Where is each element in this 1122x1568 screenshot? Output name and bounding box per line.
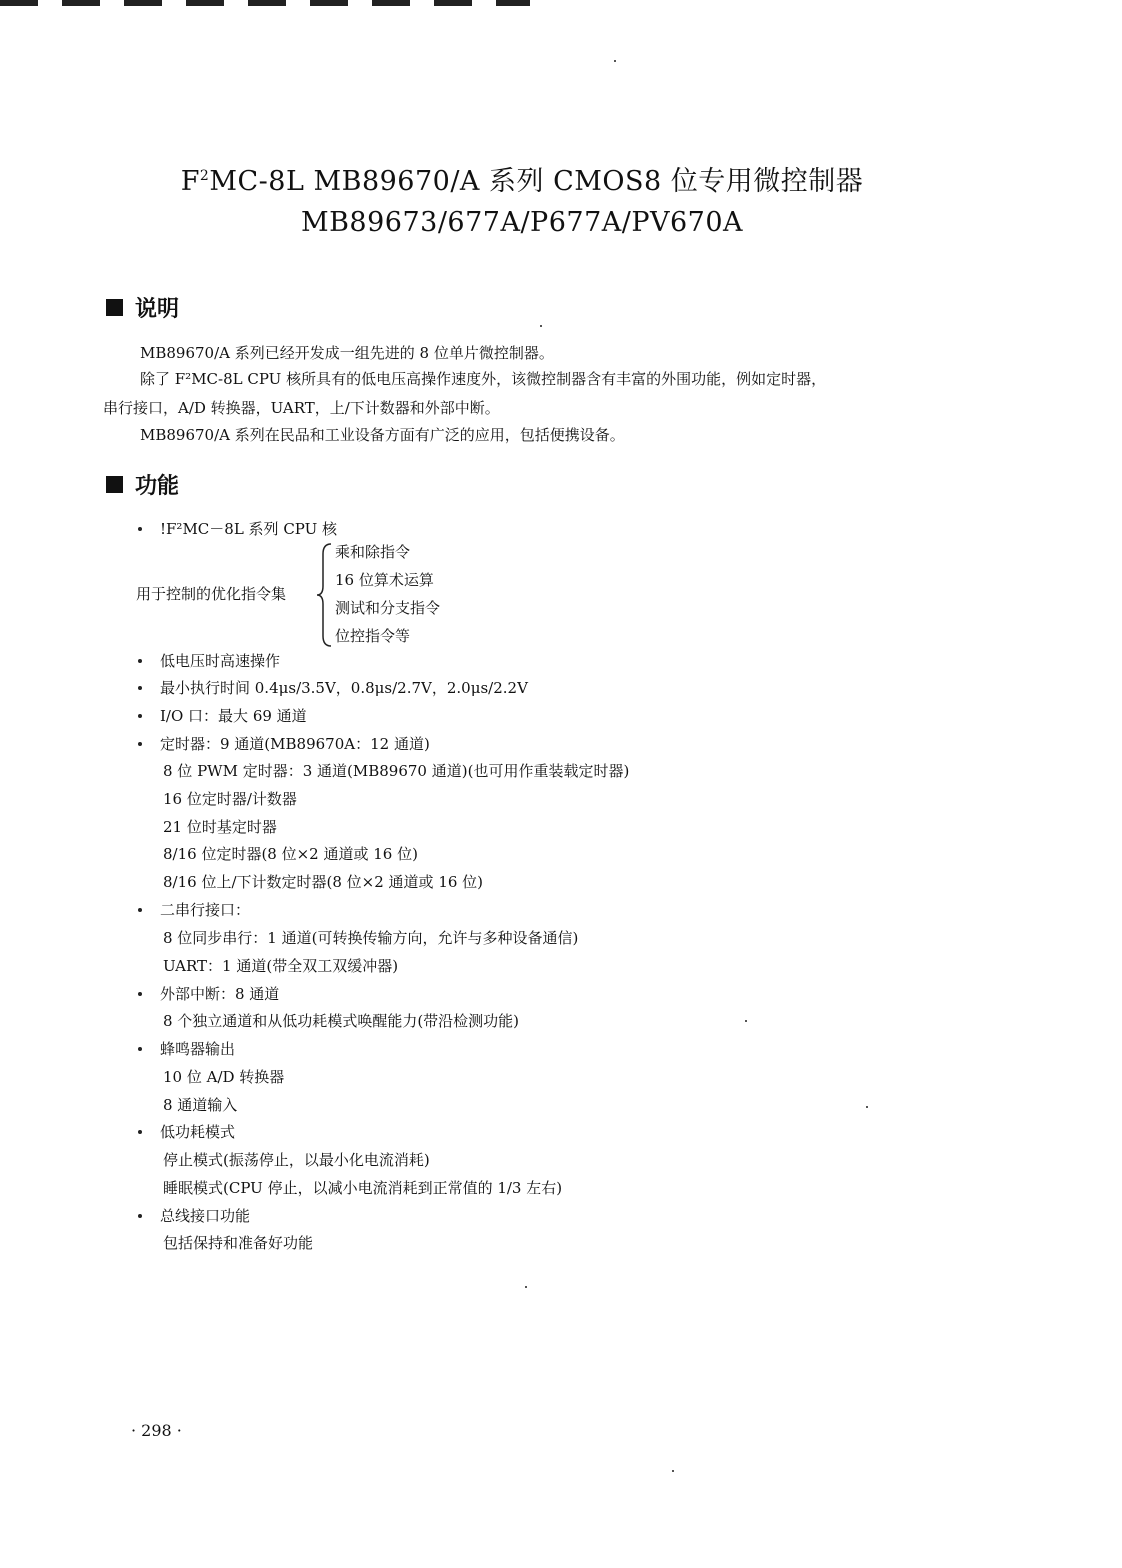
buzzer-detail: 8 通道输入 <box>163 1096 238 1114</box>
instruction-set-item: 位控指令等 <box>335 627 411 645</box>
feature-low-voltage: 低电压时高速操作 <box>138 650 280 671</box>
bullet-dot-icon <box>138 908 142 912</box>
instruction-set-label: 用于控制的优化指令集 <box>136 585 287 603</box>
description-paragraph-3: 串行接口，A/D 转换器，UART，上/下计数器和外部中断。 <box>103 399 500 417</box>
timer-detail: 21 位时基定时器 <box>163 818 277 836</box>
scan-speck <box>540 325 542 327</box>
external-interrupt-detail: 8 个独立通道和从低功耗模式唤醒能力(带沿检测功能) <box>163 1012 520 1030</box>
timer-detail: 8/16 位定时器(8 位×2 通道或 16 位) <box>163 845 418 863</box>
brace-icon <box>315 542 333 648</box>
instruction-set-item: 乘和除指令 <box>335 543 411 561</box>
scan-speck <box>672 1470 674 1472</box>
scan-speck <box>866 1106 868 1108</box>
instruction-set-item: 16 位算术运算 <box>335 571 434 589</box>
section-heading-description: 说明 <box>106 292 179 323</box>
document-title <box>0 156 1044 243</box>
buzzer-detail: 10 位 A/D 转换器 <box>163 1068 285 1086</box>
feature-low-power: 低功耗模式 <box>138 1121 235 1142</box>
page-number: · 298 · <box>131 1421 182 1440</box>
instruction-set-item: 测试和分支指令 <box>335 599 441 617</box>
heading-square-icon <box>106 476 123 493</box>
scan-speck <box>614 60 616 62</box>
title-line-1: $F^2MC-8L$ MB89670/A 系列 CMOS8 位专用微控制器 <box>180 166 864 197</box>
feature-buzzer: 蜂鸣器输出 <box>138 1038 235 1059</box>
feature-cpu-core: !F²MC－8L 系列 CPU 核 <box>138 518 337 539</box>
description-paragraph-1: MB89670/A 系列已经开发成一组先进的 8 位单片微控制器。 <box>140 344 554 362</box>
feature-serial: 二串行接口： <box>138 899 250 920</box>
feature-timer: 定时器：9 通道(MB89670A：12 通道) <box>138 733 430 754</box>
timer-detail: 8 位 PWM 定时器：3 通道(MB89670 通道)(也可用作重装载定时器) <box>163 762 630 780</box>
top-scan-rule <box>0 0 530 6</box>
bullet-dot-icon <box>138 1047 142 1051</box>
bus-interface-detail: 包括保持和准备好功能 <box>163 1234 314 1252</box>
bullet-dot-icon <box>138 686 142 690</box>
timer-detail: 8/16 位上/下计数定时器(8 位×2 通道或 16 位) <box>163 873 484 891</box>
feature-min-exec-time: 最小执行时间 0.4μs/3.5V，0.8μs/2.7V，2.0μs/2.2V <box>138 677 528 698</box>
feature-bus-interface: 总线接口功能 <box>138 1205 250 1226</box>
bullet-dot-icon <box>138 992 142 996</box>
bullet-dot-icon <box>138 742 142 746</box>
scan-speck <box>525 1286 527 1288</box>
low-power-detail: 停止模式(振荡停止，以最小化电流消耗) <box>163 1151 430 1169</box>
description-paragraph-4: MB89670/A 系列在民品和工业设备方面有广泛的应用，包括便携设备。 <box>140 426 625 444</box>
heading-square-icon <box>106 299 123 316</box>
feature-external-interrupt: 外部中断：8 通道 <box>138 983 279 1004</box>
low-power-detail: 睡眠模式(CPU 停止，以减小电流消耗到正常值的 1/3 左右) <box>163 1179 563 1197</box>
section-heading-features: 功能 <box>106 469 179 500</box>
title-line-2: MB89673/677A/P677A/PV670A <box>300 207 744 238</box>
serial-detail: UART：1 通道(带全双工双缓冲器) <box>163 957 399 975</box>
bullet-dot-icon <box>138 1214 142 1218</box>
feature-io-port: I/O 口：最大 69 通道 <box>138 705 307 726</box>
description-paragraph-2: 除了 F²MC-8L CPU 核所具有的低电压高操作速度外，该微控制器含有丰富的外围功能，例如定时器， <box>140 370 827 388</box>
serial-detail: 8 位同步串行：1 通道(可转换传输方向，允许与多种设备通信) <box>163 929 579 947</box>
timer-detail: 16 位定时器/计数器 <box>163 790 297 808</box>
bullet-dot-icon <box>138 1130 142 1134</box>
bullet-dot-icon <box>138 714 142 718</box>
bullet-dot-icon <box>138 659 142 663</box>
bullet-dot-icon <box>138 527 142 531</box>
scan-speck <box>745 1020 747 1022</box>
